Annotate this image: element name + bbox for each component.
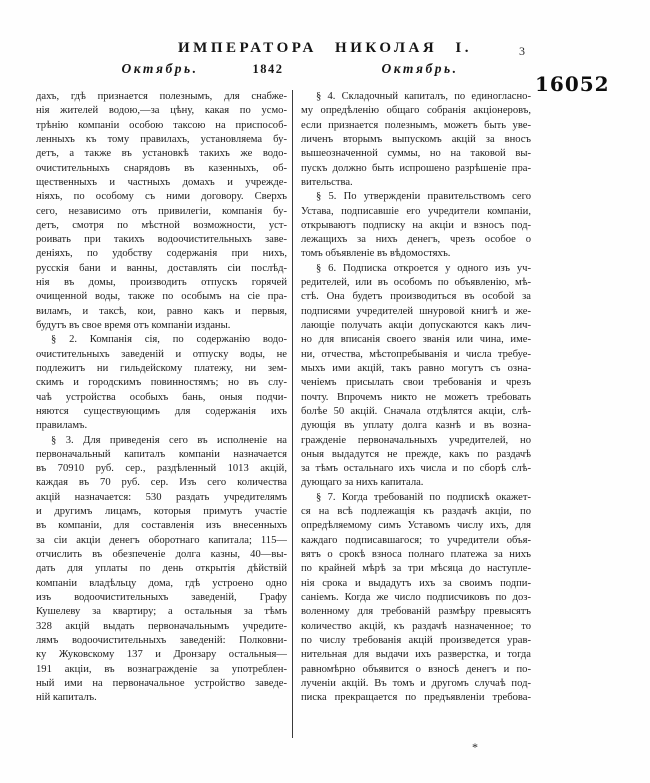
text-line: и другимъ лицамъ, которыя примутъ участіе bbox=[36, 506, 287, 518]
text-line: лающіе получать акціи допускаются какъ лич- bbox=[301, 320, 531, 331]
running-head-month-right: Октябрь. bbox=[381, 61, 459, 76]
text-line: дующія въ уплату долга казнѣ и въ возна- bbox=[301, 420, 531, 432]
text-line: воленному для требованій размѣру превысятъ bbox=[301, 606, 531, 618]
text-line: нія срока и выдадутъ ихъ за своимъ подпи- bbox=[301, 577, 531, 589]
text-line: Устава, подписавшіе его учредители компаніи, bbox=[301, 205, 531, 217]
text-line: лученіи акцій. Въ томъ и другомъ случаѣ под- bbox=[301, 677, 531, 689]
text-line: количество акцій, къ раздачѣ назначенное; то bbox=[301, 620, 531, 632]
text-line: § 7. Когда требованій по подпискѣ окажет- bbox=[316, 491, 531, 503]
text-line: § 6. Подписка откроется у одного изъ уч- bbox=[316, 262, 531, 274]
text-line: почту. Впрочемъ никто не можетъ требовать bbox=[301, 391, 531, 403]
text-line: чаѣ устройства особыхъ бань, оныя подчи- bbox=[36, 391, 287, 403]
text-line: вышеозначенной суммы, но на таковой вы- bbox=[301, 148, 531, 160]
text-line: редителей, или въ особомъ по объявленію, мѣ- bbox=[301, 277, 531, 289]
text-line: ку Жуковскому 137 и Дронзару остальныя— bbox=[36, 649, 287, 661]
text-line: каждая въ 70 руб. сер. Изъ сего количества bbox=[36, 477, 287, 489]
text-line: 191 акціи, въ вознагражденіе за употреблен- bbox=[36, 663, 287, 675]
text-line: очистительныхъ заведеній и отпуску воды, не bbox=[36, 348, 287, 360]
text-line: дахъ, гдѣ признается полезнымъ, для снабже- bbox=[36, 91, 287, 102]
text-line: стѣ. Она будетъ производиться въ особой за bbox=[301, 291, 531, 303]
text-line: няются существующимъ для содержанія ихъ bbox=[36, 405, 287, 417]
text-column-left bbox=[36, 90, 287, 705]
text-line: гражденіе первоначальныхъ учредителей, но bbox=[301, 434, 531, 446]
text-line: скимъ и городскимъ повинностямъ; но въ слу- bbox=[36, 377, 287, 389]
text-line: по крайней мѣрѣ за три мѣсяца до наступле- bbox=[301, 563, 531, 575]
text-line: сего, независимо отъ привилегіи, компанія бу- bbox=[36, 205, 287, 217]
text-line: очищенной воды, также по особымъ на сіе пра- bbox=[36, 291, 287, 303]
page-title: ИМПЕРАТОРА НИКОЛАЯ I. bbox=[178, 40, 472, 56]
column-divider-rule bbox=[292, 90, 293, 738]
running-head-month-left: Октябрь. bbox=[121, 61, 199, 76]
text-column-right bbox=[301, 90, 531, 705]
text-line: роивать при такихъ водоочистительныхъ заве- bbox=[36, 234, 287, 246]
text-line: первоначальный капиталъ компаніи назначается bbox=[36, 448, 287, 460]
text-line: компаніи владѣльцу дома, гдѣ устроено одно bbox=[36, 577, 287, 589]
text-line: деніяхъ, по удобству содержанія при нихъ, bbox=[36, 248, 287, 260]
text-line: мыхъ ими акцій, такъ равно могутъ съ озна- bbox=[301, 362, 531, 374]
text-line: оныя выдадутся не прежде, какъ по раздачѣ bbox=[301, 448, 531, 460]
text-line: каждаго подписавшагося; то учредители объя- bbox=[301, 534, 531, 546]
text-line: писка прекращается по предъявленіи требова- bbox=[301, 692, 531, 704]
text-line: § 3. Для приведенія сего въ исполненіе на bbox=[51, 434, 287, 446]
archive-stamp-number: 16052 bbox=[535, 72, 610, 96]
text-line: русскія бани и ванны, доставлять сіи послѣд- bbox=[36, 262, 287, 274]
text-line: правиламъ. bbox=[36, 420, 88, 432]
text-line: если признается полезнымъ, можетъ быть уве- bbox=[301, 119, 531, 131]
text-line: ленныхъ къ тому правилахъ, установляема бу- bbox=[36, 133, 287, 145]
text-line: опредѣляемому симъ Уставомъ числу ихъ, для bbox=[301, 520, 531, 532]
text-line: пускъ должно быть испрошено разрѣшеніе пра- bbox=[301, 162, 531, 174]
page-number: 3 bbox=[519, 44, 525, 58]
text-line: Кушелеву за квартиру; а остальныя за тѣмъ bbox=[36, 606, 287, 618]
text-line: томъ объявленіе въ вѣдомостяхъ. bbox=[301, 248, 451, 260]
text-line: изъ водоочистительныхъ заведеній, Графу bbox=[36, 591, 287, 603]
text-line: болѣе 50 акцій. Сначала отдѣлятся акціи, слѣ- bbox=[301, 405, 531, 417]
text-line: очистительныхъ снарядовъ въ казенныхъ, об- bbox=[36, 162, 287, 174]
footnote-asterisk: * bbox=[472, 740, 478, 754]
text-line: за тѣмъ остальнаго ихъ числа и по сборѣ слѣ- bbox=[301, 463, 531, 475]
text-line: ченіемъ присылать свои требованія и чрезъ bbox=[301, 377, 531, 389]
text-line: нія жителей водою,—за цѣну, какая по усмо- bbox=[36, 105, 287, 117]
text-line: ный ими на первоначальное устройство заведе- bbox=[36, 677, 287, 689]
text-line: личенъ вторымъ выпускомъ акцій за вносъ bbox=[301, 133, 531, 145]
text-line: трѣнію компаніи особою таксою на приспособ- bbox=[36, 119, 287, 131]
text-line: вятъ о срокѣ взноса полнаго платежа за нихъ bbox=[301, 549, 531, 560]
text-line: нія въ домы, производить отпускъ горячей bbox=[36, 277, 287, 289]
text-line: дать для уплаты по день открытія дѣйствій bbox=[36, 563, 287, 575]
text-line: въ 70910 руб. сер., раздѣленный 1013 акцій, bbox=[36, 463, 287, 475]
text-line: § 2. Компанія сія, по содержанію водо- bbox=[51, 334, 287, 346]
text-line: § 4. Складочный капиталъ, по единогласно- bbox=[316, 91, 531, 102]
text-line: ни, отчества, мѣстопребыванія и числа требуе- bbox=[301, 348, 531, 360]
text-line: вительства. bbox=[301, 176, 353, 188]
text-line: акцій назначается: 530 раздать учредителямъ bbox=[36, 491, 287, 503]
text-line: саніемъ. Когда же число подписчиковъ по доз- bbox=[301, 591, 531, 603]
text-line: ніяхъ, по особому съ ними договору. Сверхъ bbox=[36, 191, 287, 203]
running-head-year: 1842 bbox=[252, 62, 284, 76]
text-line: виламъ, и таксѣ, кои, равно какъ и первыя, bbox=[36, 305, 287, 317]
text-line: ній капиталъ. bbox=[36, 692, 97, 704]
text-line: § 5. По утвержденіи правительствомъ сего bbox=[316, 191, 531, 203]
text-line: подписями учредителей шнуровой книгѣ и же- bbox=[301, 305, 531, 317]
text-line: детъ, смотря по мѣстной возможности, уст- bbox=[36, 219, 287, 231]
text-line: дующаго за нихъ капитала. bbox=[301, 477, 424, 489]
text-line: по числу требованія акцій произведется урав- bbox=[301, 634, 531, 646]
text-line: нительная для выдачи ихъ разверстка, и тогда bbox=[301, 649, 531, 661]
text-line: лямъ водоочистительныхъ заведеній: Полковни- bbox=[36, 634, 287, 646]
text-line: отчислить въ обезпеченіе долга казны, 40—вы- bbox=[36, 549, 287, 560]
text-line: но для вписанія своего званія или чина, име- bbox=[301, 334, 531, 346]
text-line: му опредѣленію общаго собранія акціонеровъ, bbox=[301, 105, 531, 117]
text-line: щественныхъ и частныхъ домахъ и учрежде- bbox=[36, 176, 287, 188]
text-line: ся на всѣ подлежащія къ раздачѣ акціи, по bbox=[301, 506, 531, 518]
text-line: подлежитъ ни гильдейскому платежу, ни зем- bbox=[36, 362, 287, 374]
text-line: 328 акцій выдать первоначальнымъ учредите- bbox=[36, 620, 287, 632]
text-line: будутъ въ свое время отъ компаніи изданы. bbox=[36, 320, 231, 331]
text-line: открываютъ подписку на акціи и взносъ под- bbox=[301, 219, 531, 231]
text-line: въ компаніи, для составленія изъ внесенныхъ bbox=[36, 520, 287, 532]
text-line: за сіи акціи денегъ оборотнаго капитала; 115— bbox=[36, 534, 287, 546]
text-line: детъ, а также въ установкѣ такихъ же водо- bbox=[36, 148, 287, 160]
text-line: лежащихъ за нихъ денегъ, чрезъ особое о bbox=[301, 234, 531, 246]
text-line: равномѣрно объявится о взносѣ денегъ и по- bbox=[301, 663, 531, 675]
